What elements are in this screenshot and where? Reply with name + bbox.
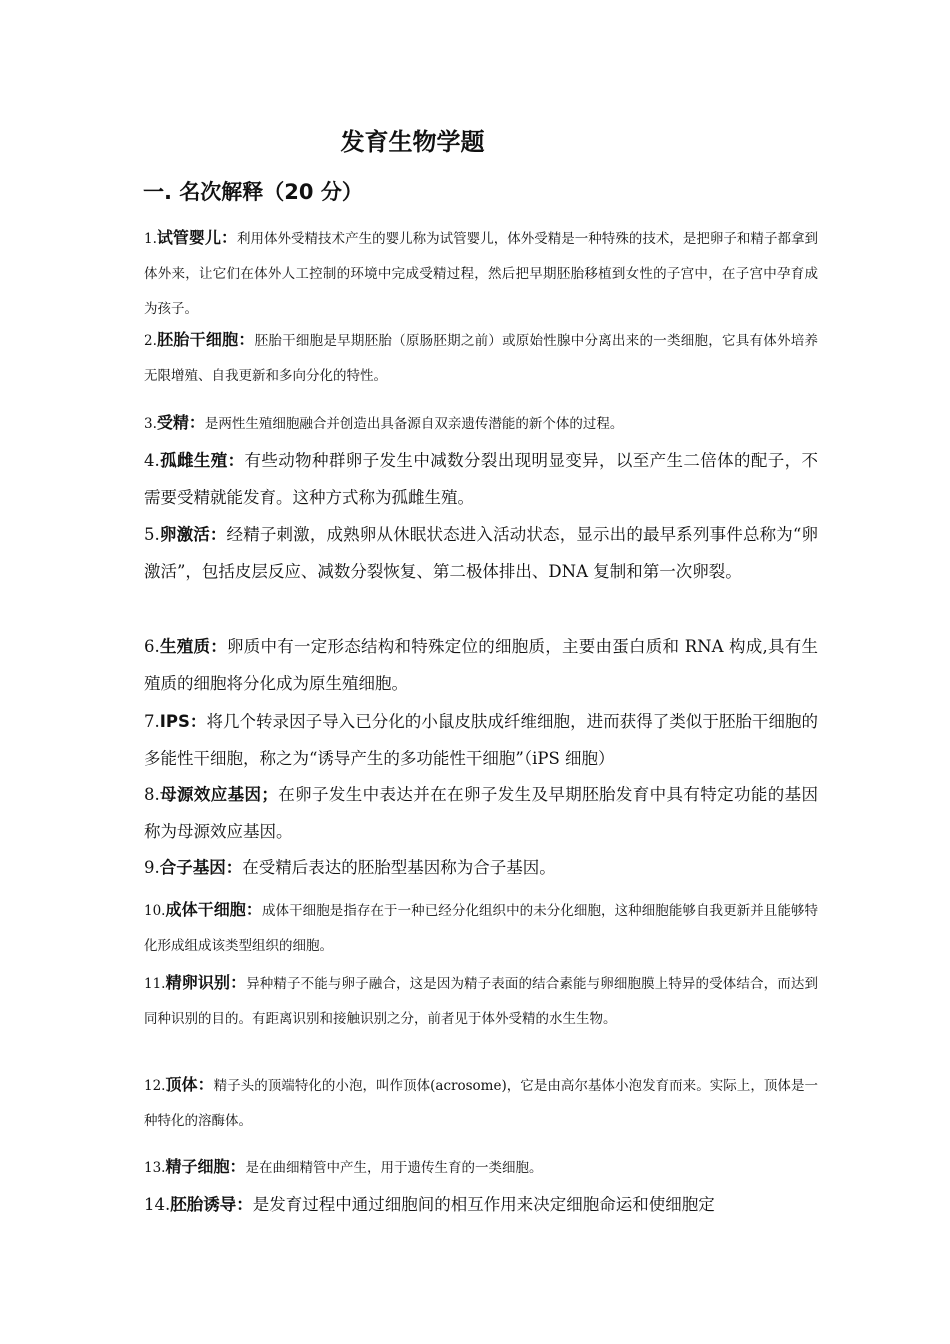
- entry-number: 13.: [144, 1160, 166, 1176]
- entry-14: [144, 1186, 818, 1223]
- entry-13: [144, 1149, 818, 1186]
- entry-term: 生殖质：: [159, 637, 227, 656]
- entry-8: [144, 776, 818, 850]
- entry-definition: 是两性生殖细胞融合并创造出具备源自双亲遗传潜能的新个体的过程。: [204, 416, 624, 432]
- entry-definition: 精子头的顶端特化的小泡，叫作顶体(acrosome)，它是由高尔基体小泡发育而来。实际上，顶体是一种特化的溶酶体。: [144, 1078, 818, 1129]
- entry-number: 8.: [144, 785, 160, 804]
- entry-definition: 是发育过程中通过细胞间的相互作用来决定细胞命运和使细胞定: [252, 1195, 715, 1214]
- entry-definition: 利用体外受精技术产生的婴儿称为试管婴儿，体外受精是一种特殊的技术，是把卵子和精子都拿到体外来，让它们在体外人工控制的环境中完成受精过程，然后把早期胚胎移植到女性的子宫中，在子宫中孕育成为孩子。: [144, 231, 818, 317]
- entry-number: 4.: [144, 451, 160, 470]
- section-heading: 一. 名次解释（20 分）: [143, 180, 363, 204]
- entry-term: IPS：: [159, 712, 207, 731]
- entry-term: 母源效应基因；: [159, 785, 278, 804]
- entry-4: [144, 442, 818, 516]
- entry-term: 胚胎诱导：: [170, 1195, 253, 1214]
- entry-number: 10.: [144, 903, 166, 919]
- entry-number: 5.: [144, 525, 160, 544]
- entry-definition: 成体干细胞是指存在于一种已经分化组织中的未分化细胞，这种细胞能够自我更新并且能够特化形成组成该类型组织的细胞。: [144, 903, 818, 954]
- entry-number: 2.: [144, 333, 157, 349]
- entry-term: 顶体：: [165, 1075, 214, 1094]
- entry-number: 12.: [144, 1078, 166, 1094]
- entry-number: 6.: [144, 637, 160, 656]
- entry-term: 卵激活：: [159, 525, 227, 544]
- entry-7: [144, 703, 818, 777]
- entry-number: 9.: [144, 858, 160, 877]
- entry-definition: 胚胎干细胞是早期胚胎（原肠胚期之前）或原始性腺中分离出来的一类细胞，它具有体外培养无限增殖、自我更新和多向分化的特性。: [144, 333, 818, 384]
- entry-3: [144, 405, 818, 442]
- entry-term: 胚胎干细胞：: [156, 330, 255, 349]
- entry-2: [144, 322, 818, 394]
- entry-definition: 异种精子不能与卵子融合，这是因为精子表面的结合素能与卵细胞膜上特异的受体结合，而达到同种识别的目的。有距离识别和接触识别之分，前者见于体外受精的水生生物。: [144, 976, 818, 1027]
- entry-number: 14.: [144, 1195, 171, 1214]
- entry-number: 1.: [144, 231, 157, 247]
- entry-12: [144, 1067, 818, 1139]
- entry-term: 孤雌生殖：: [159, 451, 245, 470]
- entry-definition: 是在曲细精管中产生，用于遗传生育的一类细胞。: [245, 1160, 543, 1176]
- entry-definition: 卵质中有一定形态结构和特殊定位的细胞质，主要由蛋白质和 RNA 构成,具有生殖质的细胞将分化成为原生殖细胞。: [144, 637, 818, 693]
- entry-term: 试管婴儿：: [156, 228, 237, 247]
- entry-number: 11.: [144, 976, 166, 992]
- entry-term: 成体干细胞：: [165, 900, 262, 919]
- entry-9: [144, 849, 818, 886]
- entry-definition: 经精子刺激，成熟卵从休眠状态进入活动状态，显示出的最早系列事件总称为“卵激活”，包括皮层反应、减数分裂恢复、第二极体排出、DNA 复制和第一次卵裂。: [144, 525, 819, 581]
- entry-definition: 将几个转录因子导入已分化的小鼠皮肤成纤维细胞，进而获得了类似于胚胎干细胞的多能性干细胞，称之为“诱导产生的多功能性干细胞”（iPS 细胞）: [144, 712, 819, 768]
- entry-10: [144, 892, 818, 964]
- entry-number: 7.: [144, 712, 160, 731]
- entry-5: [144, 516, 818, 590]
- entry-term: 合子基因：: [159, 858, 243, 877]
- page-title: 发育生物学题: [340, 128, 485, 156]
- entry-1: [144, 220, 818, 327]
- entry-term: 精子细胞：: [165, 1157, 246, 1176]
- entry-definition: 在卵子发生中表达并在在卵子发生及早期胚胎发育中具有特定功能的基因称为母源效应基因。: [144, 785, 819, 841]
- entry-6: [144, 628, 818, 702]
- entry-definition: 在受精后表达的胚胎型基因称为合子基因。: [242, 858, 556, 877]
- entry-term: 受精：: [156, 413, 205, 432]
- entry-number: 3.: [144, 416, 157, 432]
- entry-term: 精卵识别：: [165, 973, 247, 992]
- entry-definition: 有些动物种群卵子发生中减数分裂出现明显变异，以至产生二倍体的配子，不需要受精就能发育。这种方式称为孤雌生殖。: [144, 451, 819, 507]
- entry-11: [144, 965, 818, 1037]
